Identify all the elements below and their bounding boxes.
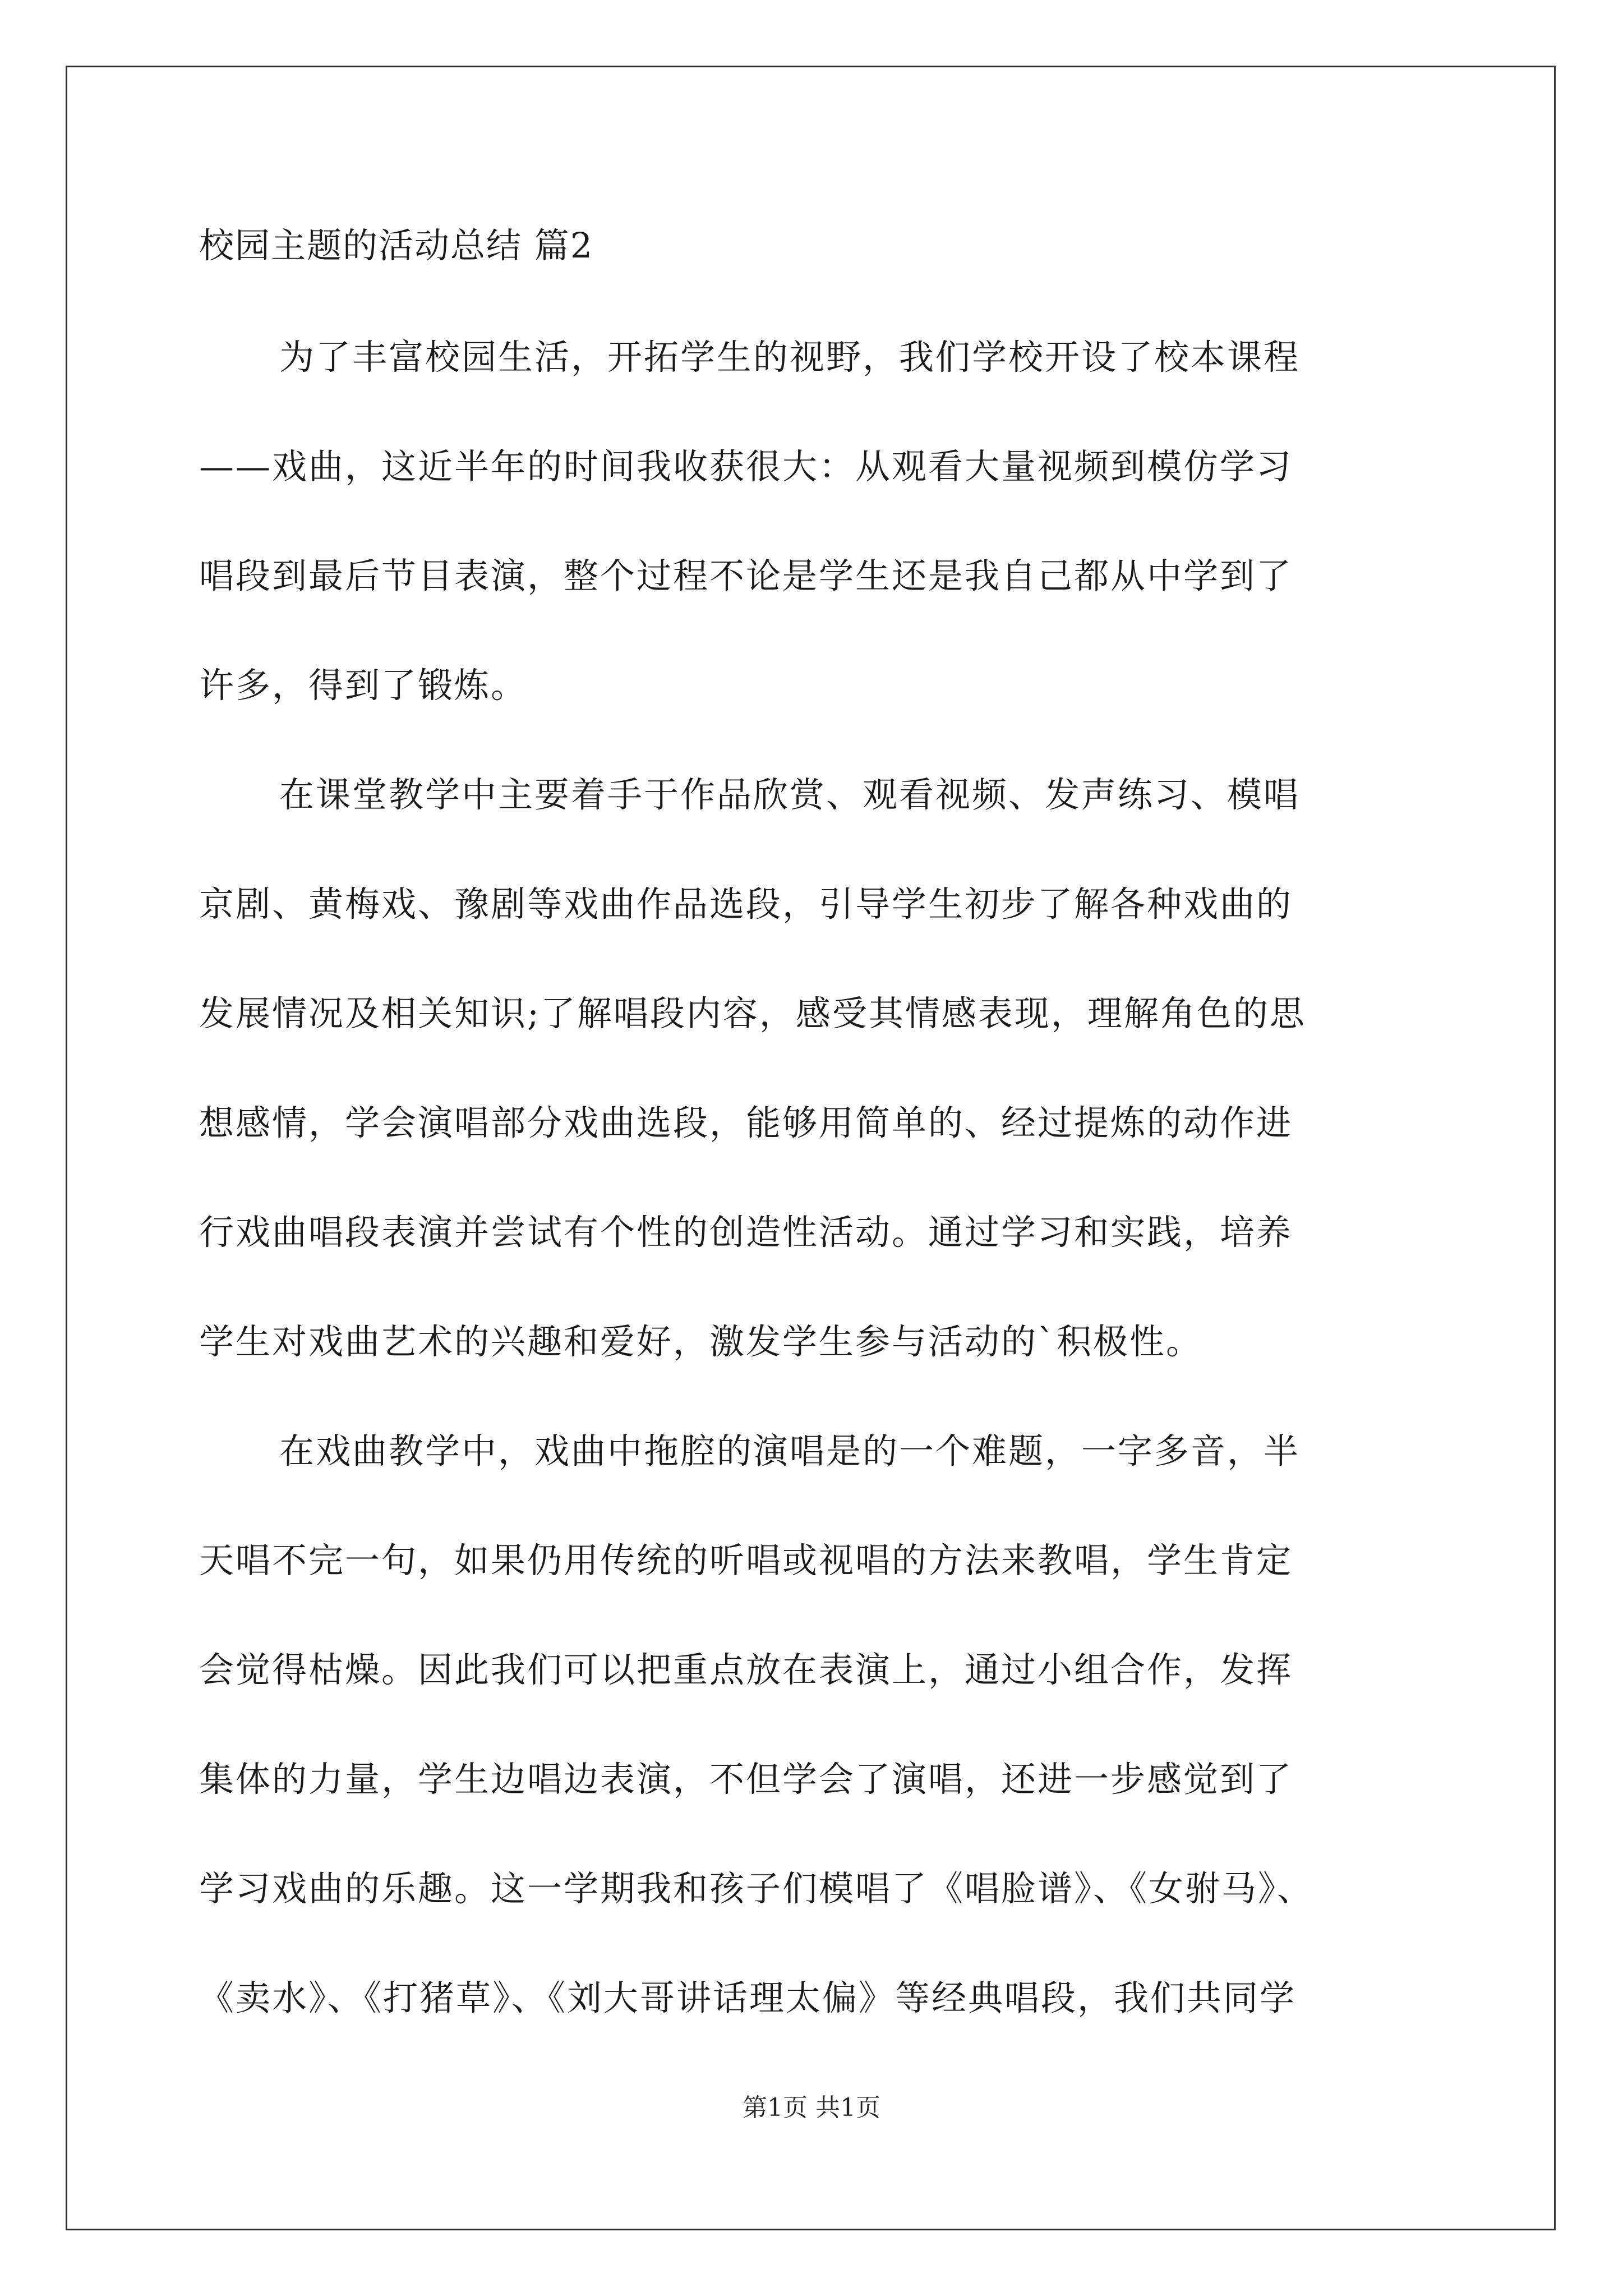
paragraph-3-line-6: 《卖水》、《打猪草》、《刘大哥讲话理太偏》等经典唱段，我们共同学: [199, 1977, 1297, 2018]
paragraph-1-line-2: ——戏曲，这近半年的时间我收获很大：从观看大量视频到模仿学习: [199, 446, 1293, 487]
paragraph-2-line-6: 学生对戏曲艺术的兴趣和爱好，激发学生参与活动的`积极性。: [199, 1321, 1203, 1362]
paragraph-2-line-4: 想感情，学会演唱部分戏曲选段，能够用简单的、经过提炼的动作进: [199, 1102, 1293, 1143]
paragraph-1-line-1: 为了丰富校园生活，开拓学生的视野，我们学校开设了校本课程: [279, 337, 1301, 378]
paragraph-2-line-3: 发展情况及相关知识;了解唱段内容，感受其情感表现，理解角色的思: [199, 993, 1306, 1034]
paragraph-3-line-3: 会觉得枯燥。因此我们可以把重点放在表演上，通过小组合作，发挥: [199, 1649, 1293, 1690]
paragraph-3-line-1: 在戏曲教学中，戏曲中拖腔的演唱是的一个难题，一字多音，半: [279, 1430, 1301, 1471]
paragraph-2-line-1: 在课堂教学中主要着手于作品欣赏、观看视频、发声练习、模唱: [279, 774, 1301, 815]
paragraph-2-line-2: 京剧、黄梅戏、豫剧等戏曲作品选段，引导学生初步了解各种戏曲的: [199, 884, 1293, 924]
paragraph-3-line-5: 学习戏曲的乐趣。这一学期我和孩子们模唱了《唱脸谱》、《女驸马》、: [199, 1868, 1314, 1909]
paragraph-1-line-3: 唱段到最后节目表演，整个过程不论是学生还是我自己都从中学到了: [199, 555, 1293, 596]
document-title: 校园主题的活动总结 篇2: [199, 225, 594, 266]
paragraph-3-line-4: 集体的力量，学生边唱边表演，不但学会了演唱，还进一步感觉到了: [199, 1759, 1293, 1800]
paragraph-1-line-4: 许多，得到了锻炼。: [199, 665, 528, 706]
paragraph-3-line-2: 天唱不完一句，如果仍用传统的听唱或视唱的方法来教唱，学生肯定: [199, 1540, 1293, 1581]
paragraph-2-line-5: 行戏曲唱段表演并尝试有个性的创造性活动。通过学习和实践，培养: [199, 1212, 1293, 1253]
page-footer: 第1页 共1页: [743, 2093, 880, 2122]
